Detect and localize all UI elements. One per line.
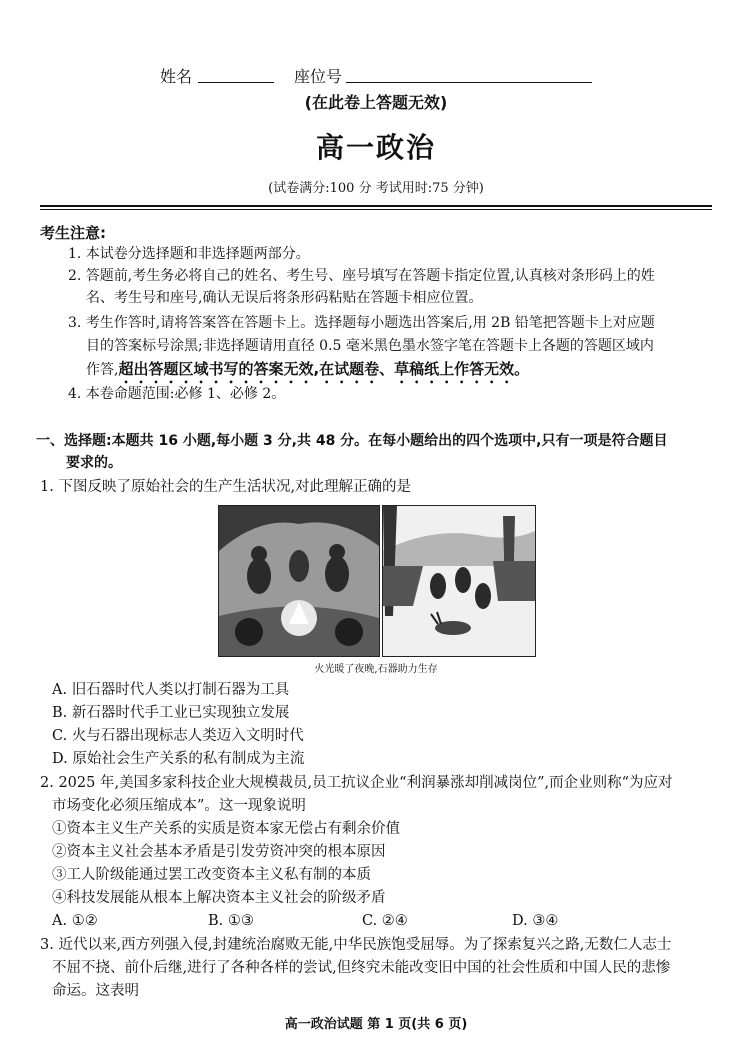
- cave-fire-image: [218, 505, 380, 657]
- exam-info: (试卷满分:100 分 考试用时:75 分钟): [268, 181, 484, 196]
- notice-item-3-cont: 目的答案标号涂黑;非选择题请用直径 0.5 毫米黑色墨水签字笔在答题卡上各题的答题区域内: [86, 338, 654, 354]
- image-caption: 火光暖了夜晚,石器助力生存: [314, 664, 438, 675]
- q2-item-4: ④科技发展能从根本上解决资本主义社会的阶级矛盾: [52, 890, 386, 906]
- hunting-illustration: [383, 506, 535, 656]
- seat-label: 座位号: [294, 67, 343, 86]
- name-blank[interactable]: [198, 82, 274, 83]
- divider-thin: [40, 209, 712, 210]
- name-label: 姓名: [160, 67, 193, 86]
- q1-option-c: C. 火与石器出现标志人类迈入文明时代: [52, 728, 304, 744]
- notice-item-1: 1. 本试卷分选择题和非选择题两部分。: [68, 246, 310, 262]
- notice-item-4: 4. 本卷命题范围:必修 1、必修 2。: [68, 386, 286, 402]
- q2-option-c: C. ②④: [362, 913, 408, 929]
- q3-stem: 3. 近代以来,西方列强入侵,封建统治腐败无能,中华民族饱受屈辱。为了探索复兴之路,无数仁人志士: [40, 937, 672, 953]
- notice-item-2-cont: 名、考生号和座号,确认无误后将条形码粘贴在答题卡相应位置。: [86, 290, 483, 306]
- notice-heading: 考生注意:: [40, 224, 106, 242]
- hunting-image: [382, 505, 536, 657]
- q3-stem-cont-1: 不屈不挠、前仆后继,进行了各种各样的尝试,但终究未能改变旧中国的社会性质和中国人民的悲惨: [52, 960, 671, 976]
- q1-option-d: D. 原始社会生产关系的私有制成为主流: [52, 751, 305, 767]
- notice-item-3-prefix: 作答,: [86, 362, 119, 378]
- q1-stem: 1. 下图反映了原始社会的生产生活状况,对此理解正确的是: [40, 479, 412, 495]
- q2-option-d: D. ③④: [512, 913, 559, 929]
- divider-thick: [40, 205, 712, 207]
- notice-item-2: 2. 答题前,考生务必将自己的姓名、考生号、座号填写在答题卡指定位置,认真核对条形码上的姓: [68, 268, 655, 284]
- q2-stem: 2. 2025 年,美国多家科技企业大规模裁员,员工抗议企业“利润暴涨却削减岗位”,而企业则称“为应对: [40, 775, 673, 791]
- q1-option-a: A. 旧石器时代人类以打制石器为工具: [52, 682, 290, 698]
- q2-item-1: ①资本主义生产关系的实质是资本家无偿占有剩余价值: [52, 821, 400, 837]
- q3-stem-cont-2: 命运。这表明: [52, 983, 139, 999]
- q2-stem-cont: 市场变化必须压缩成本”。这一现象说明: [52, 798, 306, 814]
- invalid-note: (在此卷上答题无效): [304, 93, 448, 112]
- cave-fire-illustration: [219, 506, 379, 656]
- q2-option-a: A. ①②: [52, 913, 98, 929]
- page-title: 高一政治: [315, 131, 436, 164]
- notice-emphasis-text: 超出答题区域书写的答案无效,在试题卷、草稿纸上作答无效。: [118, 360, 530, 378]
- section-heading: 一、选择题:本题共 16 小题,每小题 3 分,共 48 分。在每小题给出的四个选项中,只有一项是符合题目: [36, 433, 668, 449]
- notice-item-3: 3. 考生作答时,请将答案答在答题卡上。选择题每小题选出答案后,用 2B 铅笔把答题卡上对应题: [68, 315, 655, 331]
- page-footer: 高一政治试题 第 1 页(共 6 页): [284, 1017, 468, 1032]
- seat-blank[interactable]: [346, 82, 592, 83]
- section-heading-cont: 要求的。: [66, 455, 122, 471]
- notice-emphasis: [118, 360, 529, 378]
- q1-option-b: B. 新石器时代手工业已实现独立发展: [52, 705, 290, 721]
- q2-option-b: B. ①③: [208, 913, 254, 929]
- q2-item-2: ②资本主义社会基本矛盾是引发劳资冲突的根本原因: [52, 844, 386, 860]
- q2-item-3: ③工人阶级能通过罢工改变资本主义私有制的本质: [52, 867, 371, 883]
